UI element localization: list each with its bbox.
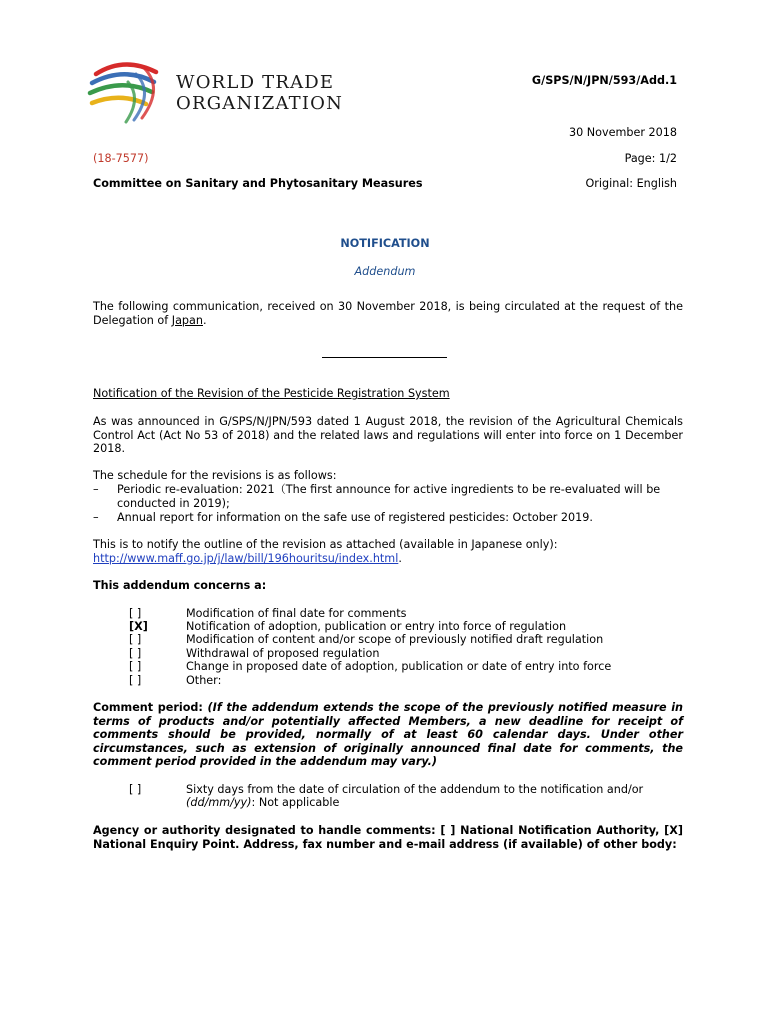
intro-suffix: .: [202, 313, 207, 327]
page-number: Page: 1/2: [624, 152, 677, 165]
schedule-bullet-2: –: [93, 511, 99, 524]
wto-logo: [84, 58, 344, 126]
intro-paragraph: [93, 300, 683, 327]
concern-label-1: Modification of final date for comments: [186, 607, 407, 620]
date-format: (dd/mm/yy): [186, 796, 252, 809]
concern-label-6: Other:: [186, 674, 222, 687]
agency-paragraph: Agency or authority designated to handle comments: [ ] National Notification Authority, [X] National Enquiry Point. Address, fax number and e-mail address (if available) of other body:: [93, 824, 683, 851]
schedule-item-1: Periodic re-evaluation: 2021（The first announce for active ingredients to be re-evaluated will be conducted in 2019);: [117, 483, 661, 510]
committee-name: Committee on Sanitary and Phytosanitary Measures: [93, 177, 423, 190]
concern-checkbox-6[interactable]: [ ]: [129, 674, 142, 687]
outline-link-line: [93, 552, 402, 566]
concern-checkbox-2[interactable]: [X]: [129, 620, 148, 633]
maff-law-link[interactable]: http://www.maff.go.jp/j/law/bill/196houritsu/index.html: [93, 552, 399, 565]
original-language: Original: English: [585, 177, 677, 190]
schedule-intro: The schedule for the revisions is as follows:: [93, 469, 337, 482]
document-date: 30 November 2018: [568, 126, 677, 139]
concern-label-5: Change in proposed date of adoption, publication or date of entry into force: [186, 660, 612, 673]
sixty-days-checkbox[interactable]: [ ]: [129, 783, 142, 796]
wto-emblem-icon: [84, 58, 164, 126]
comment-period-paragraph: [93, 701, 683, 769]
schedule-bullet-1: –: [93, 483, 99, 496]
member-name: Japan: [171, 313, 203, 327]
outline-link-suffix: .: [398, 552, 402, 565]
addendum-subheading: Addendum: [354, 265, 416, 278]
date-value: : Not applicable: [251, 796, 340, 809]
organization-name-line2: ORGANIZATION: [176, 93, 344, 114]
organization-name-line1: WORLD TRADE: [176, 72, 335, 93]
concern-label-3: Modification of content and/or scope of previously notified draft regulation: [186, 633, 604, 646]
concern-checkbox-1[interactable]: [ ]: [129, 607, 142, 620]
sixty-days-text: Sixty days from the date of circulation of the addendum to the notification and/or: [186, 783, 644, 796]
schedule-item-2: Annual report for information on the safe use of registered pesticides: October 2019.: [117, 511, 593, 524]
concern-label-2: Notification of adoption, publication or entry into force of regulation: [186, 620, 567, 633]
concern-checkbox-3[interactable]: [ ]: [129, 633, 142, 646]
document-symbol: G/SPS/N/JPN/593/Add.1: [531, 74, 677, 87]
notification-heading: NOTIFICATION: [340, 237, 430, 250]
reference-number: (18-7577): [93, 152, 149, 165]
concern-label-4: Withdrawal of proposed regulation: [186, 647, 380, 660]
comment-period-label: Comment period:: [93, 701, 203, 714]
sixty-days-date-line: [186, 796, 339, 810]
concern-checkbox-4[interactable]: [ ]: [129, 647, 142, 660]
comment-period-text: (If the addendum extends the scope of the previously notified measure in terms of products and/or potentially affected Members, a new deadline for receipt of comments should be provided, normally of at least 60 calendar days. Under other circumstances, such as extension of originally announced final date for comments, the comment period provided in the addendum may vary.): [93, 701, 684, 768]
outline-text: This is to notify the outline of the revision as attached (available in Japanese only):: [93, 538, 558, 551]
separator-line: [322, 357, 447, 358]
intro-prefix: The following communication, received on 30 November 2018, is being circulated at the request of the Delegation of: [93, 300, 683, 327]
concerns-heading: This addendum concerns a:: [93, 579, 267, 592]
concern-checkbox-5[interactable]: [ ]: [129, 660, 142, 673]
organization-name: [176, 72, 346, 114]
section-title: Notification of the Revision of the Pesticide Registration System: [93, 387, 450, 400]
revision-paragraph: As was announced in G/SPS/N/JPN/593 dated 1 August 2018, the revision of the Agricultural Chemicals Control Act (Act No 53 of 2018) and the related laws and regulations will enter into force on 1 December 2018.: [93, 415, 683, 455]
